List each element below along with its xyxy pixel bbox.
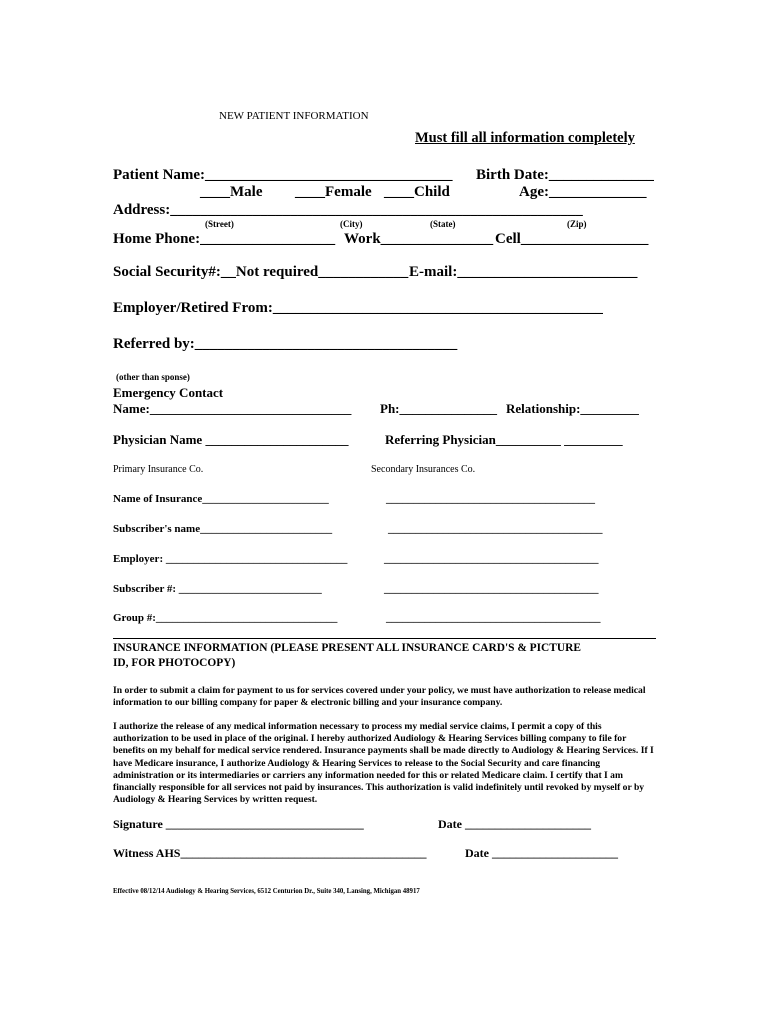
witness-date-field[interactable]: Date _____________________ [465,846,618,860]
secondary-insurance-name-field[interactable]: ______________________________________ [386,493,595,505]
signature-date-field[interactable]: Date _____________________ [438,817,591,831]
home-phone-field[interactable]: Home Phone:__________________ [113,231,336,247]
physician-name-field[interactable]: Physician Name ______________________ [113,432,349,447]
street-label: (Street) [205,219,234,229]
release-authorization-paragraph: I authorize the release of any medical information necessary to process my medial service claims, I permit a copy of this authorization to be used in place of the original. I hereby authorized Audiology & Hearing Services billing company to file for benefits on my behalf for medical service rendered. Insurance payments shall be made directly to Audiology & Hearing Services. If I have Medicare insurance, I authorize Audiology & Hearing Services to release to the Social Security and care financing administration or its intermediaries or carriers any information needed for this or related Medicare claim. I certify that I am financially responsible for all services not paid by insurances. This authorization is valid indefinitely until revoked by myself or by Audiology & Hearing Services by written request. [113,721,654,806]
state-label: (State) [430,219,456,229]
signature-field[interactable]: Signature _________________________________ [113,817,364,831]
referred-by-field[interactable]: Referred by:___________________________________ [113,336,458,352]
must-fill-notice: Must fill all information completely [415,130,635,146]
witness-field[interactable]: Witness AHS_________________________________________ [113,846,427,860]
insurance-employer-field[interactable]: Employer: _________________________________ [113,553,348,565]
subscriber-name-field[interactable]: Subscriber's name________________________ [113,523,333,535]
age-field[interactable]: Age:_____________ [519,184,647,200]
billing-authorization-paragraph: In order to submit a claim for payment to us for services covered under your policy, we must have authorization to release medical information to our billing company for paper & electronic billing and your insurance company. [113,685,646,709]
ssn-field[interactable]: Social Security#:__Not required____________ [113,264,409,280]
referring-physician-field[interactable]: Referring Physician__________ _________ [385,432,623,447]
emergency-note: (other than sponse) [116,372,190,382]
footer-text: Effective 08/12/14 Audiology & Hearing Services, 6512 Centurion Dr., Suite 340, Lansing, Michigan 48917 [113,888,420,895]
birth-date-field[interactable]: Birth Date:______________ [476,167,654,183]
city-label: (City) [340,219,363,229]
insurance-name-field[interactable]: Name of Insurance_______________________ [113,493,329,505]
patient-name-field[interactable]: Patient Name:_________________________________ [113,167,453,183]
female-checkbox[interactable]: ____Female [295,184,372,200]
emergency-phone-field[interactable]: Ph:_______________ [380,401,497,416]
email-field[interactable]: E-mail:________________________ [409,264,638,280]
emergency-contact-title: Emergency Contact [113,385,224,400]
primary-insurance-label: Primary Insurance Co. [113,464,204,475]
group-number-field[interactable]: Group #:_________________________________ [113,612,338,624]
insurance-info-heading-line1: INSURANCE INFORMATION (PLEASE PRESENT ALL INSURANCE CARD'S & PICTURE [113,642,581,654]
zip-label: (Zip) [567,219,587,229]
secondary-subscriber-number-field[interactable]: _______________________________________ [384,583,599,595]
cell-phone-field[interactable]: Cell_________________ [495,231,649,247]
insurance-info-heading-line2: ID, FOR PHOTOCOPY) [113,657,236,669]
address-field[interactable]: Address:_______________________________________________________ [113,202,583,218]
child-checkbox[interactable]: ____Child [384,184,450,200]
secondary-subscriber-name-field[interactable]: _______________________________________ [388,523,603,535]
work-phone-field[interactable]: Work_______________ [344,231,494,247]
secondary-insurance-label: Secondary Insurances Co. [371,464,476,475]
male-checkbox[interactable]: ____Male [200,184,263,200]
employer-field[interactable]: Employer/Retired From:____________________________________________ [113,300,603,316]
secondary-employer-field[interactable]: _______________________________________ [384,553,599,565]
subscriber-number-field[interactable]: Subscriber #: __________________________ [113,583,322,595]
emergency-relationship-field[interactable]: Relationship:_________ [506,401,639,416]
section-divider [113,638,656,639]
form-title: NEW PATIENT INFORMATION [219,110,369,122]
secondary-group-number-field[interactable]: _______________________________________ [386,612,601,624]
emergency-name-field[interactable]: Name:_______________________________ [113,401,352,416]
